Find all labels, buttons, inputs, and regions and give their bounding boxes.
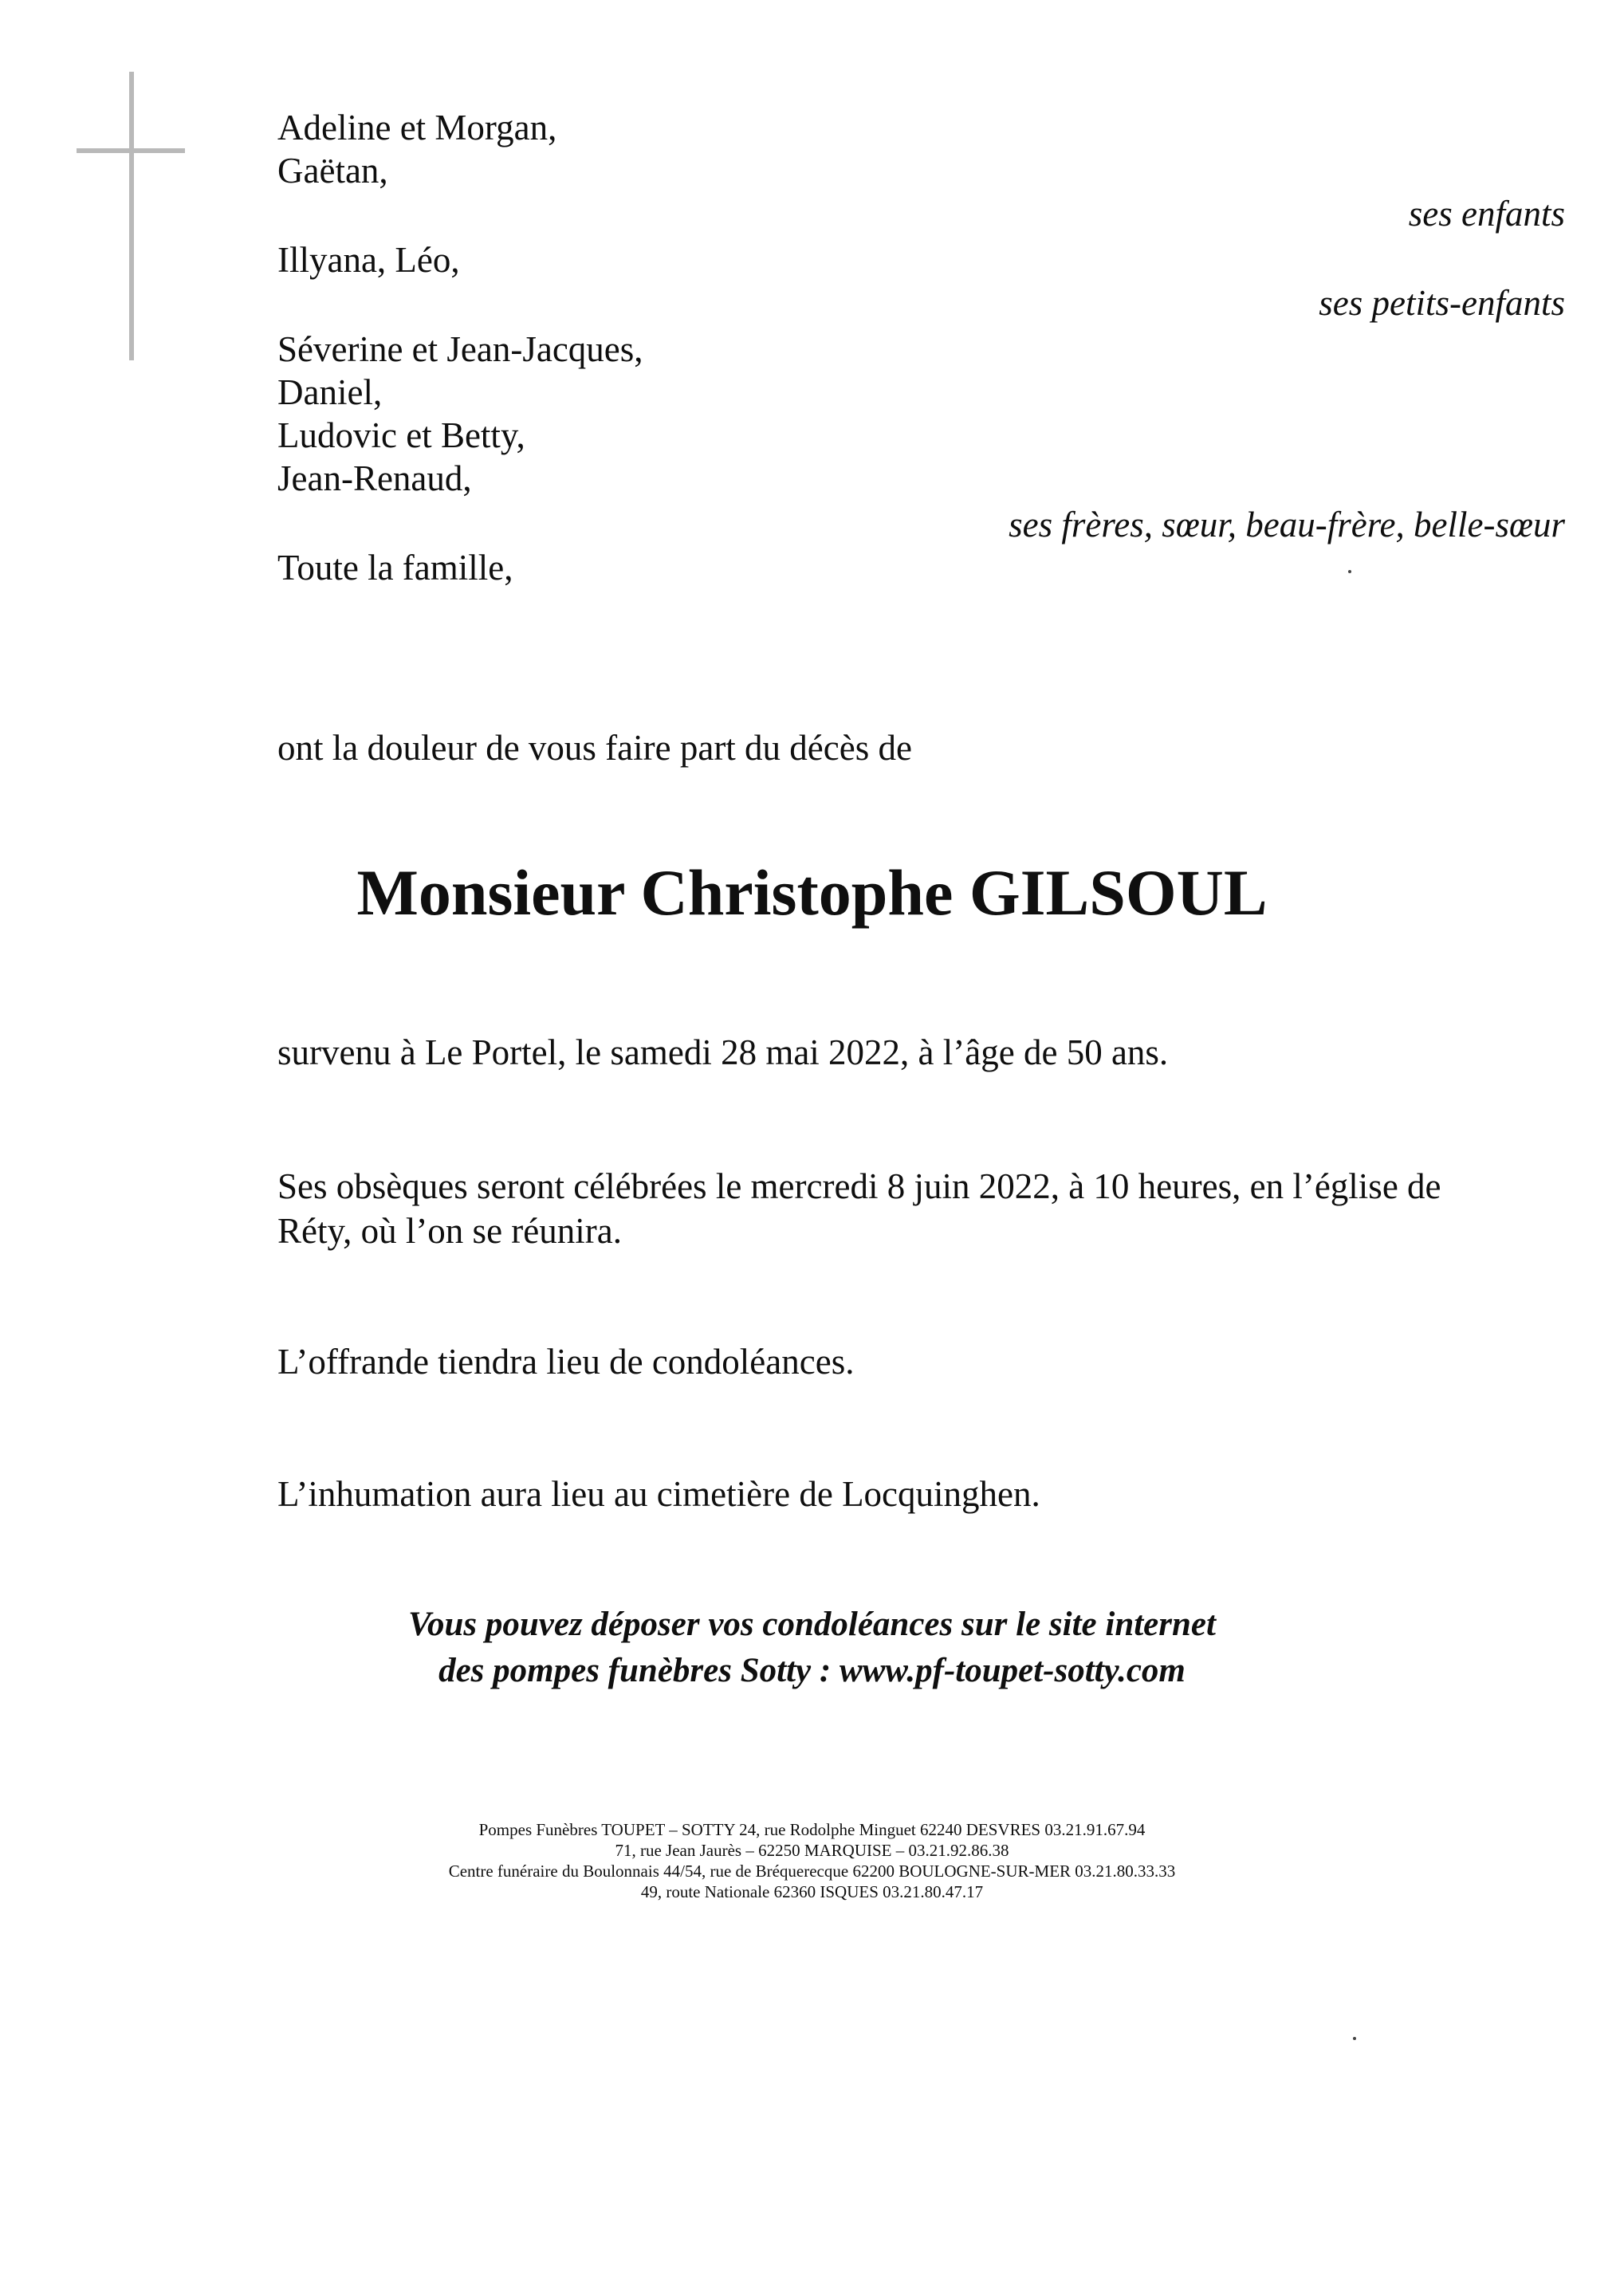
family-line: Ludovic et Betty, [277, 415, 525, 455]
family-line: Illyana, Léo, [277, 240, 460, 280]
family-line: Jean-Renaud, [277, 458, 472, 498]
condolences-line: Vous pouvez déposer vos condoléances sur le site internet [408, 1606, 1216, 1643]
scan-speck [1348, 570, 1351, 573]
deceased-name: Monsieur Christophe GILSOUL [356, 856, 1268, 929]
relation-siblings: ses frères, sœur, beau-frère, belle-sœur [1009, 505, 1565, 545]
funeral-details-line: Ses obsèques seront célébrées le mercredi 8 juin 2022, à 10 heures, en l’église de [277, 1166, 1441, 1206]
family-line: Adeline et Morgan, [277, 108, 557, 147]
death-details: survenu à Le Portel, le samedi 28 mai 2022, à l’âge de 50 ans. [277, 1032, 1169, 1072]
funeral-details-line: Réty, où l’on se réunira. [277, 1211, 622, 1251]
family-line: Toute la famille, [277, 548, 513, 588]
footer-line: 49, route Nationale 62360 ISQUES 03.21.80.47.17 [640, 1882, 984, 1901]
footer-line: Pompes Funèbres TOUPET – SOTTY 24, rue Rodolphe Minguet 62240 DESVRES 03.21.91.67.94 [478, 1820, 1146, 1839]
burial-details: L’inhumation aura lieu au cimetière de Locquinghen. [277, 1474, 1040, 1514]
announcement-intro: ont la douleur de vous faire part du décès de [277, 728, 912, 768]
condolences-line: des pompes funèbres Sotty : www.pf-toupet-sotty.com [438, 1652, 1186, 1689]
family-line: Séverine et Jean-Jacques, [277, 329, 643, 369]
relation-children: ses enfants [1408, 194, 1565, 234]
scan-speck [1353, 2037, 1356, 2040]
cross-vertical-bar [129, 72, 134, 360]
footer-line: 71, rue Jean Jaurès – 62250 MARQUISE – 03.21.92.86.38 [615, 1841, 1009, 1860]
family-line: Gaëtan, [277, 151, 388, 191]
relation-grandchildren: ses petits-enfants [1319, 283, 1565, 323]
offering-note: L’offrande tiendra lieu de condoléances. [277, 1342, 855, 1382]
family-line: Daniel, [277, 372, 383, 412]
cross-horizontal-bar [77, 148, 185, 153]
footer-line: Centre funéraire du Boulonnais 44/54, rue de Bréquerecque 62200 BOULOGNE-SUR-MER 03.21.80.33.33 [448, 1862, 1176, 1881]
